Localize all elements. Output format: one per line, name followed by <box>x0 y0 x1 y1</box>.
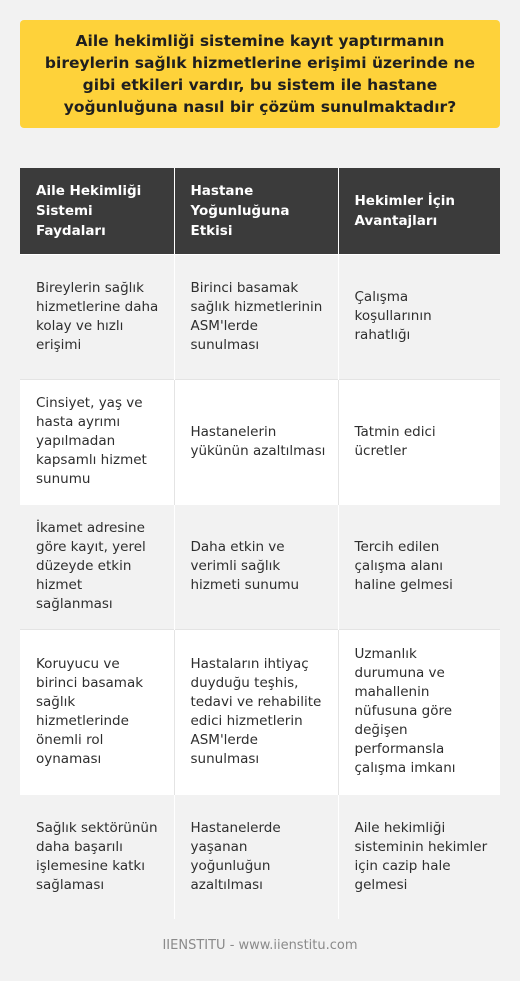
table-cell: İkamet adresine göre kayıt, yerel düzeyde etkin hizmet sağlanması <box>20 504 174 629</box>
table-cell: Bireylerin sağlık hizmetlerine daha kolay ve hızlı erişimi <box>20 254 174 379</box>
table-cell: Tatmin edici ücretler <box>338 379 500 504</box>
table-cell: Cinsiyet, yaş ve hasta ayrımı yapılmadan kapsamlı hizmet sunumu <box>20 379 174 504</box>
table-cell: Aile hekimliği sisteminin hekimler için cazip hale gelmesi <box>338 794 500 919</box>
table-row <box>20 629 500 794</box>
table-row <box>20 794 500 919</box>
table-cell: Birinci basamak sağlık hizmetlerinin ASM'lerde sunulması <box>174 254 338 379</box>
table-cell: Hastaların ihtiyaç duyduğu teşhis, tedavi ve rehabilite edici hizmetlerin ASM'lerde sunulması <box>174 629 338 794</box>
table-cell: Koruyucu ve birinci basamak sağlık hizmetlerinde önemli rol oynaması <box>20 629 174 794</box>
table-row <box>20 504 500 629</box>
header-doctor-advantages: Hekimler İçin Avantajları <box>338 168 500 254</box>
table-row <box>20 254 500 379</box>
table-cell: Çalışma koşullarının rahatlığı <box>338 254 500 379</box>
table-cell: Daha etkin ve verimli sağlık hizmeti sunumu <box>174 504 338 629</box>
table-cell: Tercih edilen çalışma alanı haline gelmesi <box>338 504 500 629</box>
table-cell: Hastanelerde yaşanan yoğunluğun azaltılması <box>174 794 338 919</box>
table-cell: Sağlık sektörünün daha başarılı işlemesine katkı sağlaması <box>20 794 174 919</box>
header-hospital-impact: Hastane Yoğunluğuna Etkisi <box>174 168 338 254</box>
table-cell: Uzmanlık durumuna ve mahallenin nüfusuna göre değişen performansla çalışma imkanı <box>338 629 500 794</box>
table-header-row <box>20 168 500 254</box>
footer-credit: IIENSTITU - www.iienstitu.com <box>162 938 358 953</box>
comparison-table <box>20 168 500 919</box>
question-title: Aile hekimliği sistemine kayıt yaptırmanın bireylerin sağlık hizmetlerine erişimi üzerinde ne gibi etkileri vardır, bu sistem ile hastane yoğunluğuna nasıl bir çözüm sunulmaktadır? <box>44 32 476 116</box>
question-banner <box>20 20 500 128</box>
table-cell: Hastanelerin yükünün azaltılması <box>174 379 338 504</box>
table-row <box>20 379 500 504</box>
header-benefits: Aile Hekimliği Sistemi Faydaları <box>20 168 174 254</box>
